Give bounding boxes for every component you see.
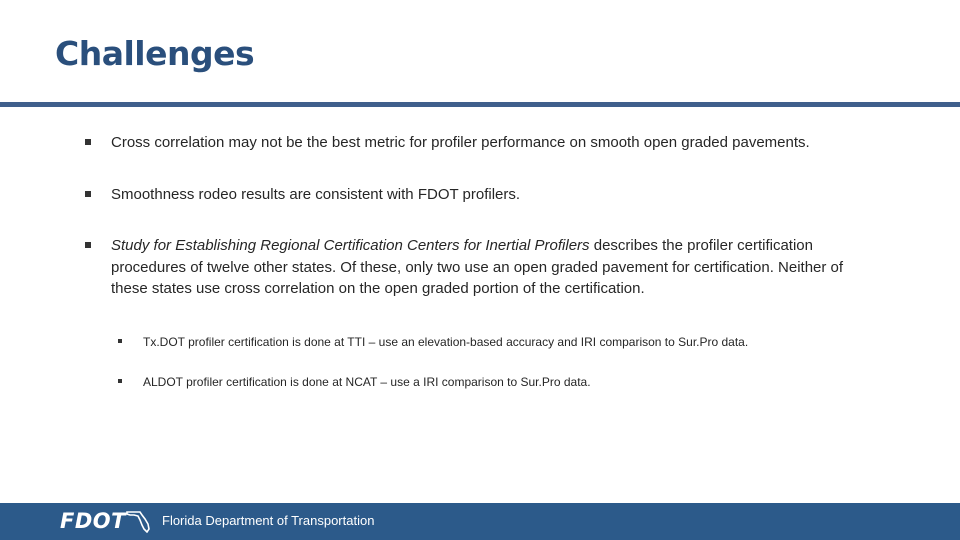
florida-outline-icon [126, 509, 152, 533]
sub-bullet-text: ALDOT profiler certification is done at NCAT – use a IRI comparison to Sur.Pro data. [143, 374, 591, 389]
square-bullet-icon [85, 191, 91, 197]
footer-bar [0, 503, 960, 540]
bullet-text: describes the profiler certification procedures of twelve other states. Of these, only two use an open graded pavement for certification. Neither of these states use cross correlation on the open graded portion of the certification. [111, 237, 844, 297]
title-divider [0, 102, 960, 107]
logo-text: FDOT [60, 509, 126, 533]
square-bullet-icon [118, 339, 122, 343]
bullet-text: Cross correlation may not be the best metric for profiler performance on smooth open graded pavements. [111, 134, 810, 151]
bullet-text: Smoothness rodeo results are consistent with FDOT profilers. [111, 185, 521, 203]
sub-bullet-text: Tx.DOT profiler certification is done at TTI – use an elevation-based accuracy and IRI comparison to Sur.Pro data. [143, 334, 749, 349]
bullet-item [85, 132, 865, 154]
sub-bullet-item [118, 334, 865, 350]
slide-title: Challenges [55, 34, 255, 73]
square-bullet-icon [118, 379, 122, 383]
bullet-item [85, 184, 865, 206]
bullet-italic-title: Study for Establishing Regional Certification Centers for Inertial Profilers [111, 237, 590, 254]
bullet-item [85, 235, 865, 300]
fdot-logo [60, 509, 152, 533]
square-bullet-icon [85, 242, 91, 248]
organization-name: Florida Department of Transportation [162, 513, 375, 528]
square-bullet-icon [85, 139, 91, 145]
sub-bullet-item [118, 374, 865, 390]
bullet-list [85, 132, 865, 414]
